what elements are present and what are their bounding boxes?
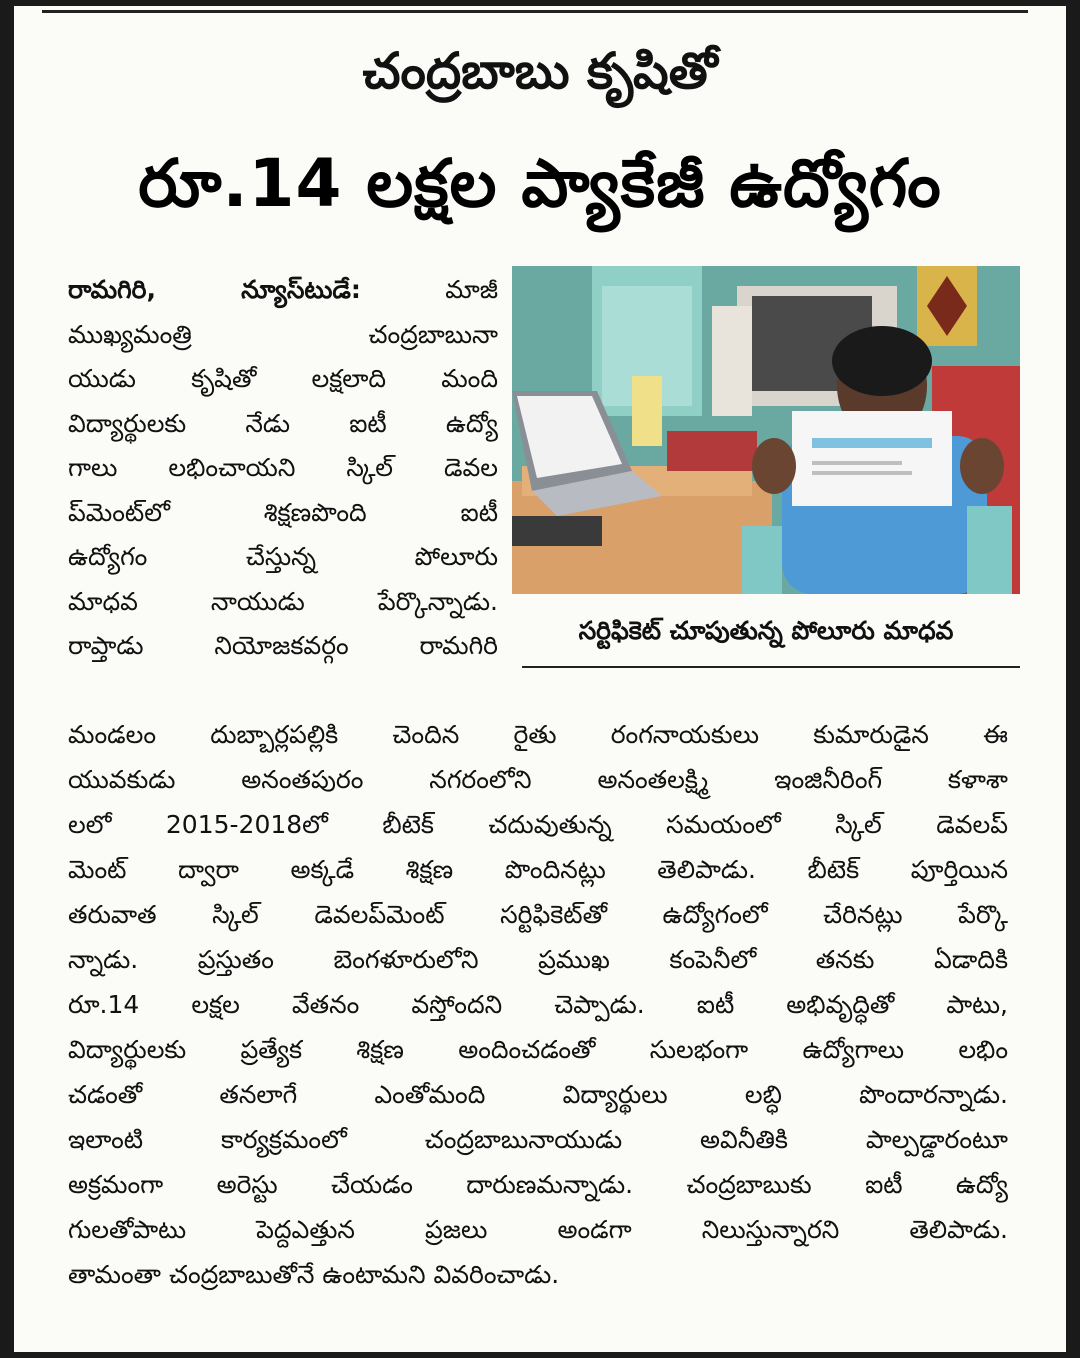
article-line: విద్యార్థులకు ప్రత్యేక శిక్షణ అందించడంతో సులభంగా ఉద్యోగాలు లభిం (68, 1035, 1008, 1064)
article-line: ప్‌మెంట్‌లో శిక్షణపొంది ఐటీ (68, 497, 498, 527)
dateline: రామగిరి, న్యూస్‌టుడే: (68, 275, 361, 304)
article-line: ఇలాంటి కార్యక్రమంలో చంద్రబాబునాయుడు అవినీతికి పాల్పడ్డారంటూ (68, 1125, 1008, 1154)
article-photo (512, 266, 1020, 594)
article-line: యుడు కృషితో లక్షలాది మంది (68, 364, 498, 393)
headline-main: రూ.14 లక్షల ప్యాకేజీ ఉద్యోగం (138, 145, 942, 222)
article-line: గాలు లభించాయని స్కిల్ డెవల (68, 453, 498, 482)
article-line: తరువాత స్కిల్ డెవలప్‌మెంట్ సర్టిఫికెట్‌తో ఉద్యోగంలో చేరినట్లు పేర్కొ (68, 900, 1008, 929)
article-line: రాప్తాడు నియోజకవర్గం రామగిరి (68, 631, 498, 660)
article-line: మెంట్ ద్వారా అక్కడే శిక్షణ పొందినట్లు తెలిపాడు. బీటెక్ పూర్తియిన (68, 855, 1008, 884)
newspaper-clipping (14, 6, 1066, 1352)
article-column (68, 268, 498, 669)
article-line: రూ.14 లక్షల వేతనం వస్తోందని చెప్పాడు. ఐటీ అభివృద్ధితో పాటు, (68, 990, 1008, 1019)
article-line: ముఖ్యమంత్రి చంద్రబాబునా (68, 319, 498, 349)
caption-divider (522, 666, 1020, 668)
headline-kicker: చంద్రబాబు కృషితో (362, 42, 718, 100)
article-line: విద్యార్థులకు నేడు ఐటీ ఉద్యో (68, 408, 498, 438)
article-line: గులతోపాటు పెద్దఎత్తున ప్రజలు అండగా నిలుస్తున్నారని తెలిపాడు. (68, 1215, 1008, 1244)
article-line: యువకుడు అనంతపురం నగరంలోని అనంతలక్ష్మి ఇంజినీరింగ్ కళాశా (68, 765, 1008, 794)
article-line: తామంతా చంద్రబాబుతోనే ఉంటామని వివరించాడు. (68, 1260, 560, 1289)
article-body (68, 712, 1008, 1297)
article-line-1: రామగిరి, న్యూస్‌టుడే: మాజీ (68, 275, 498, 304)
article-line: అక్రమంగా అరెస్టు చేయడం దారుణమన్నాడు. చంద్రబాబుకు ఐటీ ఉద్యో (68, 1170, 1008, 1199)
photo-caption: సర్టిఫికెట్ చూపుతున్న పోలూరు మాధవ (578, 616, 954, 645)
photo-illustration (512, 266, 1020, 594)
top-divider (42, 10, 1028, 13)
article-line: మాధవ నాయుడు పేర్కొన్నాడు. (68, 586, 498, 616)
article-line: ఉద్యోగం చేస్తున్న పోలూరు (68, 542, 498, 571)
article-line: మండలం దుబ్బార్లపల్లికి చెందిన రైతు రంగనాయకులు కుమారుడైన ఈ (68, 720, 1008, 749)
article-line: న్నాడు. ప్రస్తుతం బెంగళూరులోని ప్రముఖ కంపెనీలో తనకు ఏడాదికి (68, 945, 1008, 974)
article-line: లలో 2015-2018లో బీటెక్ చదువుతున్న సమయంలో స్కిల్ డెవలప్ (68, 810, 1008, 839)
article-line: చడంతో తనలాగే ఎంతోమంది విద్యార్థులు లబ్ధి పొందారన్నాడు. (68, 1080, 1008, 1109)
